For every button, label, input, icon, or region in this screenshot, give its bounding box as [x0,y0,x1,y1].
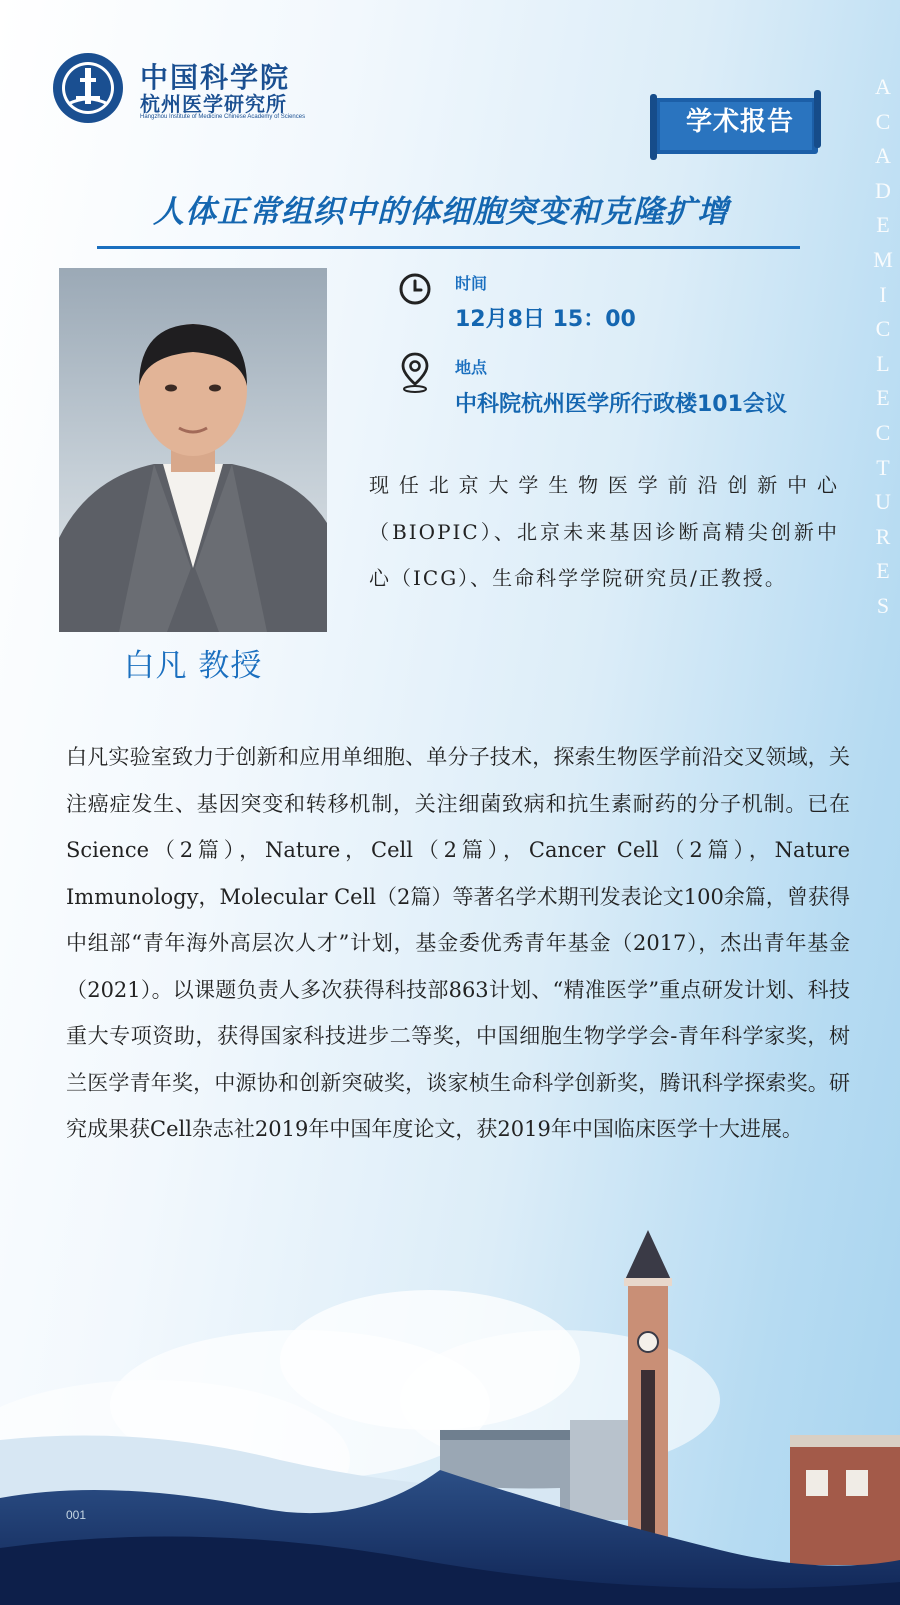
side-letter: E [876,212,890,238]
page-number: 001 [66,1508,87,1522]
time-value: 12月8日 15：00 [455,307,636,332]
title-divider [97,246,800,249]
side-letter: E [876,558,890,584]
side-letter: D [875,177,891,203]
seal-logo-icon [52,52,124,124]
side-letter: E [876,385,890,411]
side-letter: C [875,108,891,134]
institute-name-en: Hangzhou Institute of Medicine Chinese Academy of Sciences [140,114,306,120]
speaker-position: 现任北京大学生物医学前沿创新中心（BIOPIC）、北京未来基因诊断高精尖创新中心（ICG）、生命科学学院研究员/正教授。 [369,473,839,590]
clock-icon [398,272,432,306]
speaker-photo [59,268,327,632]
speaker-bio: 白凡实验室致力于创新和应用单细胞、单分子技术，探索生物医学前沿交叉领域，关注癌症发生、基因突变和转移机制，关注细菌致病和抗生素耐药的分子机制。已在Science（2篇），Nature，Cell（2篇），Cancer Cell（2篇），Nature Immunology，Molecular Cell（2篇）等著名学术期刊发表论文100余篇，曾获得中组部“青年海外高层次人才”计划，基金委优秀青年基金（2017），杰出青年基金（2021）。以课题负责人多次获得科技部863计划、“精准医学”重点研发计划、科技重大专项资助，获得国家科技进步二等奖，中国细胞生物学学会-青年科学家奖，树兰医学青年奖，中源协和创新突破奖，谈家桢生命科学创新奖，腾讯科学探索奖。研究成果获Cell杂志社2019年中国年度论文，获2019年中国临床医学十大进展。 [66,745,850,1141]
place-value: 中科院杭州医学所行政楼101会议 [455,392,787,417]
side-decoration-text [872,70,894,624]
side-letter: C [875,419,891,445]
side-letter: C [875,316,891,342]
side-letter: R [875,523,891,549]
side-letter: S [876,592,890,618]
badge-label: 学术报告 [685,107,794,137]
institute-name-cn-sub: 杭州医学研究所 [140,92,287,116]
speaker-portrait-image [59,268,327,632]
talk-title: 人体正常组织中的体细胞突变和克隆扩增 [153,194,729,230]
side-letter: U [875,489,891,515]
side-letter: T [876,454,890,480]
speaker-name: 白凡 教授 [123,648,263,684]
side-letter: M [873,246,893,272]
location-pin-icon [400,352,430,394]
institute-logo [52,52,306,128]
campus-scene-illustration [0,1230,900,1605]
side-letter: I [879,281,887,307]
side-letter: L [876,350,890,376]
institute-name-cn: 中国科学院 [140,61,291,94]
place-label: 地点 [455,358,488,377]
side-letter: A [875,143,891,169]
time-label: 时间 [455,274,488,293]
side-letter: A [875,74,891,99]
